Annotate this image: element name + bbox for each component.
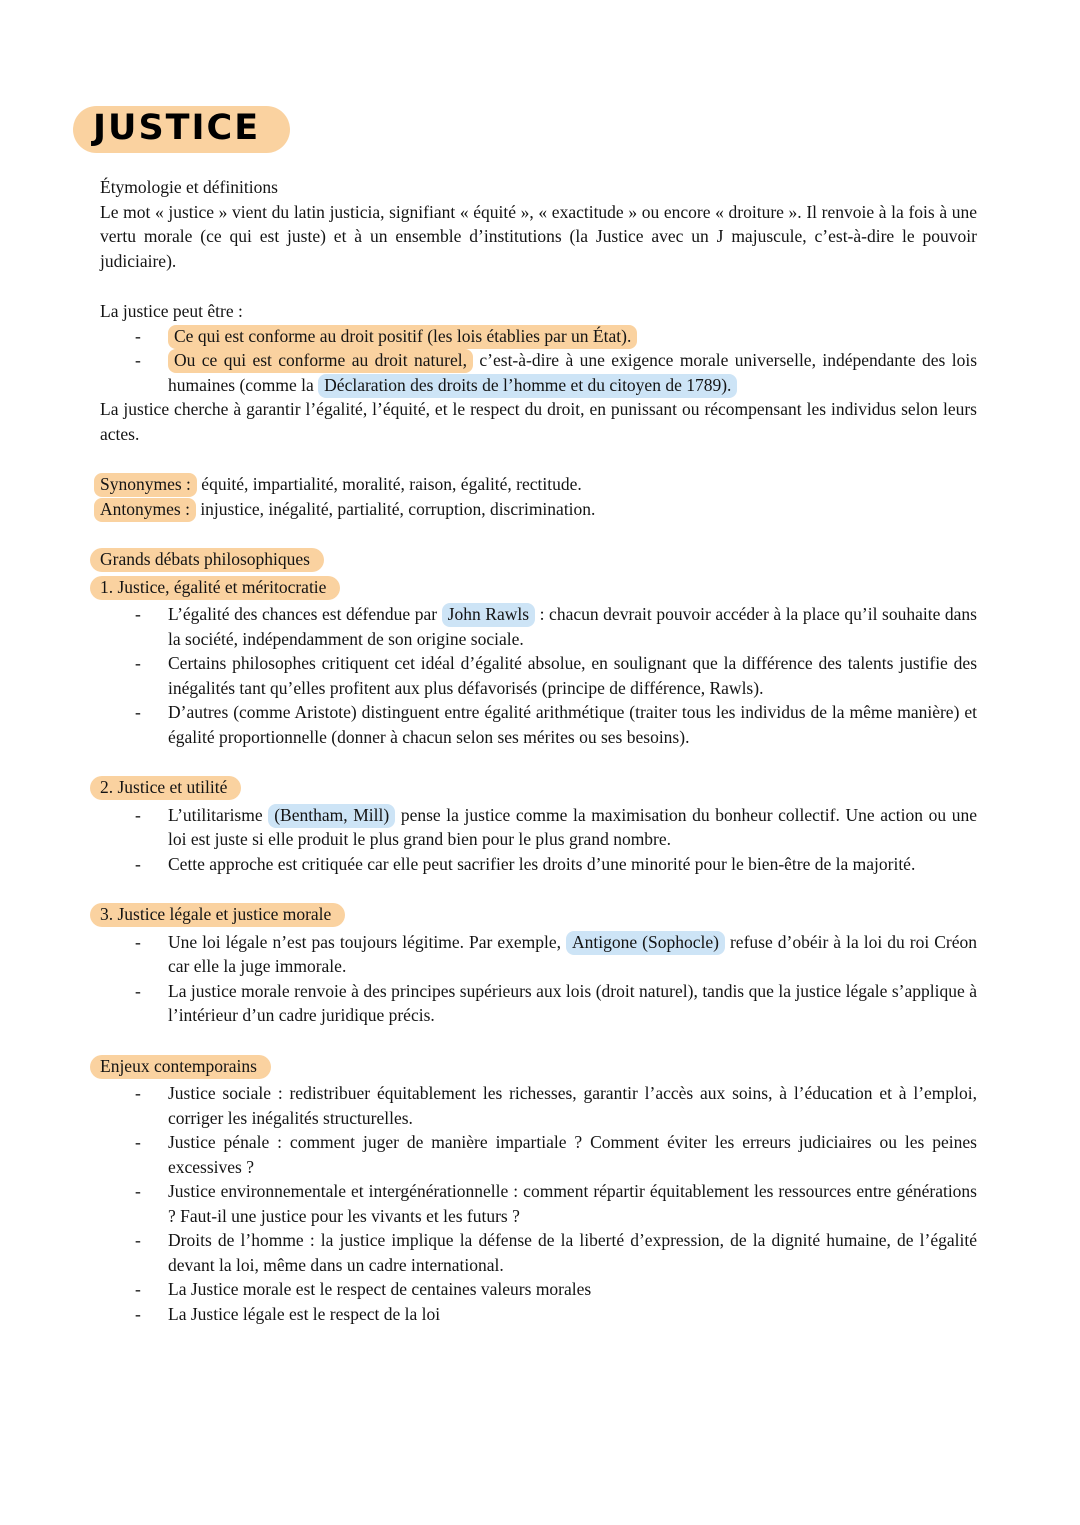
text-run: injustice, inégalité, partialité, corruption, discrimination. [195, 498, 596, 519]
list-item [100, 1277, 977, 1302]
highlight-orange: 2. Justice et utilité [90, 776, 241, 800]
list-item-text [168, 979, 977, 1028]
text-run: pense la justice comme la maximisation du bonheur collectif. Une action ou une loi est juste si elle produit le plus grand bien pour le plus grand nombre. [168, 804, 977, 849]
section-heading [100, 775, 977, 800]
list-item-text [168, 324, 977, 349]
list-item-text [168, 803, 977, 852]
section-heading [100, 902, 977, 927]
highlight-orange: Ce qui est conforme au droit positif (les lois établies par un État). [168, 325, 637, 349]
list-item [100, 1081, 977, 1130]
blank-line [100, 273, 977, 299]
bullet-list [100, 602, 977, 749]
highlight-orange: Enjeux contemporains [90, 1055, 271, 1079]
dash-bullet: - [135, 325, 141, 346]
text-run: refuse d’obéir à la loi du roi Créon car elle la juge immorale. [168, 931, 977, 976]
highlight-blue: Antigone (Sophocle) [566, 931, 725, 955]
blank-line [100, 876, 977, 902]
text-run: Cette approche est critiquée car elle peut sacrifier les droits d’une minorité pour le bien-être de la majorité. [168, 853, 916, 874]
paragraph [100, 200, 977, 274]
list-item [100, 700, 977, 749]
bullet-list [100, 324, 977, 398]
text-run: La justice peut être : [100, 301, 243, 321]
text-run: Une loi légale n’est pas toujours légitime. Par exemple, [168, 931, 567, 952]
text-run: La Justice légale est le respect de la loi [168, 1303, 441, 1324]
text-run: c’est-à-dire à une exigence morale universelle, indépendante des lois humaines (comme la [168, 350, 978, 395]
text-run: La Justice morale est le respect de centaines valeurs morales [168, 1279, 592, 1299]
list-item-text [168, 1130, 977, 1179]
text-run: La justice cherche à garantir l’égalité, l’équité, et le respect du droit, en punissant ou récompensant les individus selon leurs actes. [100, 399, 977, 444]
bullet-list [100, 930, 977, 1028]
text-run: L’égalité des chances est défendue par [168, 604, 442, 624]
text-run: Justice sociale : redistribuer équitablement les richesses, garantir l’accès aux soins, à l’éducation et à l’emploi, corriger les inégalités structurelles. [168, 1083, 977, 1128]
title-row [73, 106, 977, 153]
section-heading [100, 575, 977, 600]
text-run: équité, impartialité, moralité, raison, égalité, rectitude. [196, 474, 582, 494]
dash-bullet: - [135, 653, 141, 673]
dash-bullet: - [135, 980, 141, 1001]
text-run: : chacun devrait pouvoir accéder à la place qu’il souhaite dans la société, indépendamment de son origine sociale. [168, 604, 977, 649]
blank-line [100, 446, 977, 472]
dash-bullet: - [135, 1083, 141, 1103]
document-body [100, 175, 977, 1326]
list-item-text [168, 930, 977, 979]
highlight-orange: 1. Justice, égalité et méritocratie [90, 576, 340, 600]
text-run: Justice pénale : comment juger de manière impartiale ? Comment éviter les erreurs judiciaires ou les peines excessives ? [168, 1132, 977, 1177]
list-item-text [168, 651, 977, 700]
list-item [100, 348, 977, 397]
dash-bullet: - [135, 1279, 141, 1299]
blank-line [100, 749, 977, 775]
list-item-text [168, 1302, 977, 1327]
list-item [100, 979, 977, 1028]
highlight-orange: Antonymes : [94, 498, 196, 522]
list-item [100, 1179, 977, 1228]
list-item-text [168, 700, 977, 749]
dash-bullet: - [135, 1132, 141, 1152]
list-item [100, 803, 977, 852]
text-run: Certains philosophes critiquent cet idéal d’égalité absolue, en soulignant que la différence des talents justifie des inégalités tant qu’elles profitent aux plus défavorisés (principe de différence, Rawls). [168, 653, 977, 698]
highlight-blue: John Rawls [442, 603, 535, 627]
paragraph [100, 497, 977, 522]
list-item [100, 651, 977, 700]
dash-bullet: - [135, 1230, 141, 1250]
list-item-text [168, 852, 977, 877]
bullet-list [100, 803, 977, 877]
text-run: Justice environnementale et intergénérationnelle : comment répartir équitablement les ressources entre générations ? Faut-il une justice pour les vivants et les futurs ? [168, 1181, 977, 1226]
dash-bullet: - [135, 1303, 141, 1324]
list-item-text [168, 1179, 977, 1228]
page-title: JUSTICE [93, 108, 261, 148]
dash-bullet: - [135, 1181, 141, 1201]
dash-bullet: - [135, 702, 141, 722]
text-run: Droits de l’homme : la justice implique la défense de la liberté d’expression, de la dignité humaine, de l’égalité devant la loi, même dans un cadre international. [168, 1230, 977, 1275]
paragraph [100, 472, 977, 497]
list-item [100, 1302, 977, 1327]
text-run: La justice morale renvoie à des principes supérieurs aux lois (droit naturel), tandis que la justice légale s’applique à l’intérieur d’un cadre juridique précis. [168, 980, 977, 1025]
list-item [100, 324, 977, 349]
highlight-orange: Ou ce qui est conforme au droit naturel, [168, 349, 473, 373]
dash-bullet: - [135, 604, 141, 624]
paragraph [100, 397, 977, 446]
list-item-text [168, 1277, 977, 1302]
text-run: Étymologie et définitions [100, 177, 278, 197]
list-item [100, 1130, 977, 1179]
blank-line [100, 1028, 977, 1054]
dash-bullet: - [135, 350, 141, 370]
dash-bullet: - [135, 931, 141, 952]
text-run: L’utilitarisme [168, 804, 269, 825]
section-heading [100, 547, 977, 572]
text-run: Le mot « justice » vient du latin justicia, signifiant « équité », « exactitude » ou encore « droiture ». Il renvoie à la fois à une vertu morale (ce qui est juste) et à un ensemble d’institutions (la Justice avec un J majuscule, c’est-à-dire le pouvoir judiciaire). [100, 201, 977, 271]
list-item-text [168, 348, 977, 397]
list-item [100, 602, 977, 651]
list-item [100, 852, 977, 877]
highlight-blue: Déclaration des droits de l’homme et du citoyen de 1789). [318, 374, 737, 398]
highlight-orange: Grands débats philosophiques [90, 548, 324, 572]
dash-bullet: - [135, 804, 141, 825]
highlight-orange: Synonymes : [94, 473, 197, 497]
title-highlight [73, 106, 290, 153]
list-item-text [168, 602, 977, 651]
paragraph [100, 175, 977, 200]
list-item [100, 930, 977, 979]
section-heading [100, 1054, 977, 1079]
list-item-text [168, 1228, 977, 1277]
list-item [100, 1228, 977, 1277]
bullet-list [100, 1081, 977, 1326]
highlight-orange: 3. Justice légale et justice morale [90, 903, 345, 927]
paragraph [100, 299, 977, 324]
highlight-blue: (Bentham, Mill) [268, 804, 395, 828]
dash-bullet: - [135, 853, 141, 874]
text-run: D’autres (comme Aristote) distinguent entre égalité arithmétique (traiter tous les individus de la même manière) et égalité proportionnelle (donner à chacun selon ses mérites ou ses besoins). [168, 702, 977, 747]
blank-line [100, 521, 977, 547]
list-item-text [168, 1081, 977, 1130]
